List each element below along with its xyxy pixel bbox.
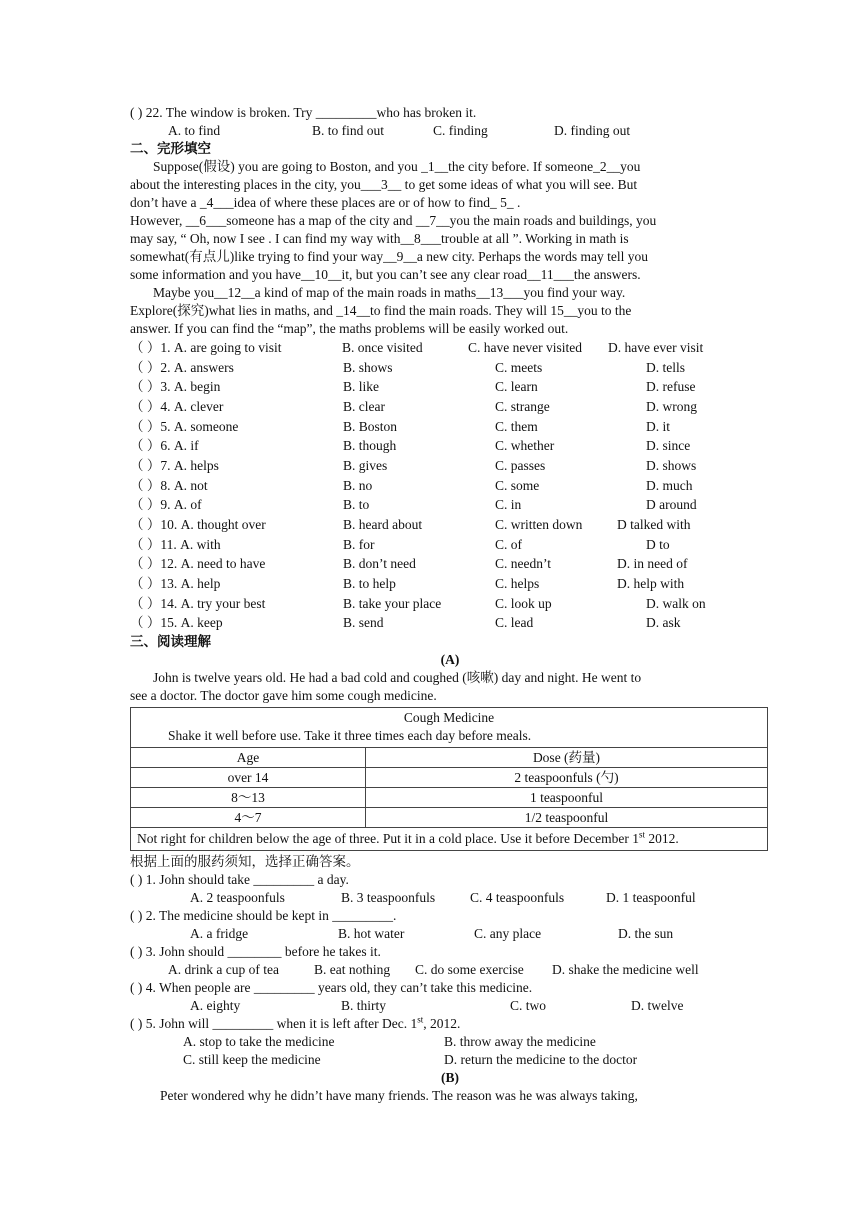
cloze-option-b: B. to help	[343, 576, 396, 592]
cloze-option-row	[130, 594, 770, 614]
cloze-option-c: C. written down	[495, 517, 583, 533]
cloze-option-row	[130, 574, 770, 594]
option-b: B. hot water	[338, 926, 405, 942]
cloze-option-d: D. ask	[646, 615, 681, 631]
q5-stem-end: , 2012.	[423, 1016, 461, 1032]
cloze-option-c: C. learn	[495, 379, 538, 395]
option-a: A. a fridge	[190, 926, 249, 942]
cloze-option-a: （ ）9. A. of	[130, 497, 202, 513]
option-d: D. shake the medicine well	[552, 962, 699, 978]
cloze-option-d: D around	[646, 497, 697, 513]
cloze-option-b: B. Boston	[343, 418, 398, 434]
cloze-option-d: D. walk on	[646, 595, 706, 611]
q5-sup: st	[417, 1014, 424, 1025]
cloze-options	[130, 338, 770, 633]
option-c: C. still keep the medicine	[183, 1052, 321, 1068]
passage-line: some information and you have__10__it, but you can’t see any clear road__11___the answers.	[130, 267, 641, 282]
option-b: B. throw away the medicine	[444, 1034, 596, 1050]
cloze-option-b: B. to	[343, 497, 370, 513]
cloze-option-row	[130, 397, 770, 417]
reading-options	[130, 925, 770, 943]
cloze-option-c: C. passes	[495, 457, 546, 473]
q22-option-c: C. finding	[433, 123, 488, 138]
cloze-option-d: D. tells	[646, 359, 685, 375]
medicine-table-header	[131, 708, 768, 748]
table-row	[131, 768, 768, 788]
cloze-option-row	[130, 476, 770, 496]
intro-line: John is twelve years old. He had a bad cold and coughed (咳嗽) day and night. He went to	[153, 670, 642, 686]
cloze-option-row	[130, 338, 770, 358]
cloze-option-a: （ ）8. A. not	[130, 477, 208, 493]
cloze-option-b: B. gives	[343, 457, 388, 473]
passage-line: Explore(探究)what lies in maths, and _14__to find the main roads. They will 15__you to the	[130, 303, 632, 318]
option-b: B. eat nothing	[314, 962, 391, 978]
dose-cell: 1/2 teaspoonful	[366, 808, 768, 828]
option-b: B. 3 teaspoonfuls	[341, 890, 436, 906]
q22-option-b: B. to find out	[312, 123, 385, 138]
cloze-option-d: D. refuse	[646, 379, 696, 395]
cloze-option-d: D. help with	[617, 576, 685, 592]
cloze-option-row	[130, 377, 770, 397]
section2-title: 二、完形填空	[130, 141, 211, 157]
cloze-option-c: C. helps	[495, 576, 540, 592]
note-text: Not right for children below the age of three. Put it in a cold place. Use it before December 1	[137, 831, 639, 847]
reading-options	[130, 1051, 770, 1069]
option-a: A. stop to take the medicine	[183, 1034, 335, 1050]
cloze-option-a: （ ）11. A. with	[130, 536, 221, 552]
cloze-option-c: C. have never visited	[468, 339, 582, 355]
cloze-option-a: （ ）6. A. if	[130, 438, 199, 454]
passage-line: Suppose(假设) you are going to Boston, and you _1__the city before. If someone_2__you	[153, 159, 641, 174]
cloze-option-b: B. shows	[343, 359, 393, 375]
cloze-option-row	[130, 555, 770, 575]
intro-line: see a doctor. The doctor gave him some cough medicine.	[130, 688, 437, 704]
cloze-option-d: D to	[646, 536, 670, 552]
cloze-option-b: B. send	[343, 615, 384, 631]
cloze-option-a: （ ）1. A. are going to visit	[130, 339, 282, 355]
option-a: A. eighty	[190, 998, 241, 1014]
cloze-option-d: D. shows	[646, 457, 697, 473]
cloze-option-b: B. don’t need	[343, 556, 416, 572]
q22-options	[130, 122, 770, 140]
reading-b-first-line: Peter wondered why he didn’t have many friends. The reason was he was always taking,	[160, 1088, 638, 1104]
cloze-option-c: C. look up	[495, 595, 552, 611]
medicine-title: Cough Medicine	[403, 710, 495, 726]
note-year: 2012.	[644, 831, 679, 847]
option-d: D. the sun	[618, 926, 674, 942]
cloze-option-a: （ ）4. A. clever	[130, 398, 224, 414]
option-c: C. 4 teaspoonfuls	[470, 890, 565, 906]
medicine-note	[131, 828, 768, 851]
cloze-option-d: D. much	[646, 477, 693, 493]
reading-a-direction: 根据上面的服药须知，选择正确答案。	[130, 854, 360, 870]
cloze-option-d: D. in need of	[617, 556, 688, 572]
passage-line: about the interesting places in the city, you___3__ to get some ideas of what you will see. But	[130, 177, 638, 192]
cloze-option-b: B. though	[343, 438, 397, 454]
cloze-option-c: C. strange	[495, 398, 550, 414]
medicine-table	[130, 707, 768, 851]
cloze-option-b: B. clear	[343, 398, 385, 414]
page-content	[130, 104, 770, 1105]
q22-option-a: A. to find	[168, 123, 221, 138]
cloze-option-a: （ ）2. A. answers	[130, 359, 234, 375]
cloze-option-row	[130, 515, 770, 535]
option-c: C. any place	[474, 926, 542, 942]
option-b: B. thirty	[341, 998, 387, 1014]
option-d: D. return the medicine to the doctor	[444, 1052, 638, 1068]
cloze-option-b: B. once visited	[342, 339, 423, 355]
option-d: D. twelve	[631, 998, 684, 1014]
reading-a-label: (A)	[440, 652, 460, 668]
passage-line: may say, “ Oh, now I see . I can find my way with__8___trouble at all ”. Working in math is	[130, 231, 629, 246]
reading-options	[130, 889, 770, 907]
reading-b-label: (B)	[441, 1070, 459, 1086]
cloze-option-row	[130, 436, 770, 456]
cloze-option-c: C. meets	[495, 359, 543, 375]
age-cell: 8～13	[131, 788, 366, 808]
cloze-option-c: C. of	[495, 536, 522, 552]
option-a: A. 2 teaspoonfuls	[190, 890, 285, 906]
reading-question: ( ) 2. The medicine should be kept in _________.	[130, 908, 397, 924]
cloze-option-row	[130, 358, 770, 378]
cloze-option-b: B. like	[343, 379, 379, 395]
passage-line: somewhat(有点儿)like trying to find your way__9__a new city. Perhaps the words may tell you	[130, 249, 649, 264]
passage-line: don’t have a _4___idea of where these places are or of how to find_ 5_ .	[130, 195, 521, 210]
cloze-option-c: C. whether	[495, 438, 555, 454]
cloze-option-a: （ ）15. A. keep	[130, 615, 223, 631]
passage-line: answer. If you can find the “map”, the maths problems will be easily worked out.	[130, 321, 569, 336]
cloze-option-b: B. no	[343, 477, 373, 493]
age-cell: over 14	[131, 768, 366, 788]
reading-options	[130, 1033, 770, 1051]
cloze-option-row	[130, 535, 770, 555]
option-a: A. drink a cup of tea	[168, 962, 279, 978]
dose-header: Dose (药量)	[366, 748, 768, 768]
reading-question: ( ) 4. When people are _________ years old, they can’t take this medicine.	[130, 980, 533, 996]
cloze-option-a: （ ）5. A. someone	[130, 418, 239, 434]
cloze-option-d: D. have ever visit	[608, 339, 704, 355]
reading-question: ( ) 3. John should ________ before he takes it.	[130, 944, 381, 960]
cloze-option-row	[130, 456, 770, 476]
cloze-option-row	[130, 417, 770, 437]
cloze-option-d: D. wrong	[646, 398, 697, 414]
cloze-option-b: B. take your place	[343, 595, 442, 611]
passage-line: However, __6___someone has a map of the city and __7__you the main roads and buildings, you	[130, 213, 657, 228]
cloze-option-c: C. needn’t	[495, 556, 551, 572]
cloze-option-row	[130, 496, 770, 516]
cloze-option-c: C. some	[495, 477, 540, 493]
q22-stem: ( ) 22. The window is broken. Try _________who has broken it.	[130, 105, 477, 120]
option-c: C. do some exercise	[415, 962, 524, 978]
dose-cell: 1 teaspoonful	[366, 788, 768, 808]
cloze-option-d: D talked with	[617, 517, 691, 533]
reading-a-intro	[130, 669, 770, 705]
cloze-option-a: （ ）12. A. need to have	[130, 556, 266, 572]
passage-line: Maybe you__12__a kind of map of the main roads in maths__13___you find your way.	[153, 285, 626, 300]
cloze-option-c: C. them	[495, 418, 538, 434]
cloze-option-a: （ ）13. A. help	[130, 576, 221, 592]
age-header: Age	[131, 748, 366, 768]
table-row	[131, 788, 768, 808]
reading-options	[130, 997, 770, 1015]
cloze-option-b: B. heard about	[343, 517, 423, 533]
option-c: C. two	[510, 998, 547, 1014]
q22-option-d: D. finding out	[554, 123, 631, 138]
cloze-option-a: （ ）3. A. begin	[130, 379, 221, 395]
cloze-option-c: C. in	[495, 497, 522, 513]
table-row	[131, 748, 768, 768]
q5-stem: ( ) 5. John will _________ when it is left after Dec. 1	[130, 1016, 418, 1032]
reading-question: ( ) 1. John should take _________ a day.	[130, 872, 349, 888]
option-d: D. 1 teaspoonful	[606, 890, 696, 906]
section3-title: 三、阅读理解	[130, 634, 211, 651]
cloze-passage	[130, 158, 770, 338]
cloze-option-d: D. since	[646, 438, 691, 454]
cloze-option-row	[130, 614, 770, 634]
cloze-option-a: （ ）10. A. thought over	[130, 517, 266, 533]
cloze-option-c: C. lead	[495, 615, 534, 631]
cloze-option-b: B. for	[343, 536, 375, 552]
cloze-option-d: D. it	[646, 418, 671, 434]
medicine-instruction: Shake it well before use. Take it three times each day before meals.	[168, 728, 532, 744]
cloze-option-a: （ ）14. A. try your best	[130, 595, 266, 611]
note-sup: st	[638, 829, 645, 840]
reading-options	[130, 961, 770, 979]
dose-cell: 2 teaspoonfuls (勺)	[366, 768, 768, 788]
reading-question	[130, 1015, 770, 1033]
table-row	[131, 808, 768, 828]
age-cell: 4～7	[131, 808, 366, 828]
cloze-option-a: （ ）7. A. helps	[130, 457, 219, 473]
